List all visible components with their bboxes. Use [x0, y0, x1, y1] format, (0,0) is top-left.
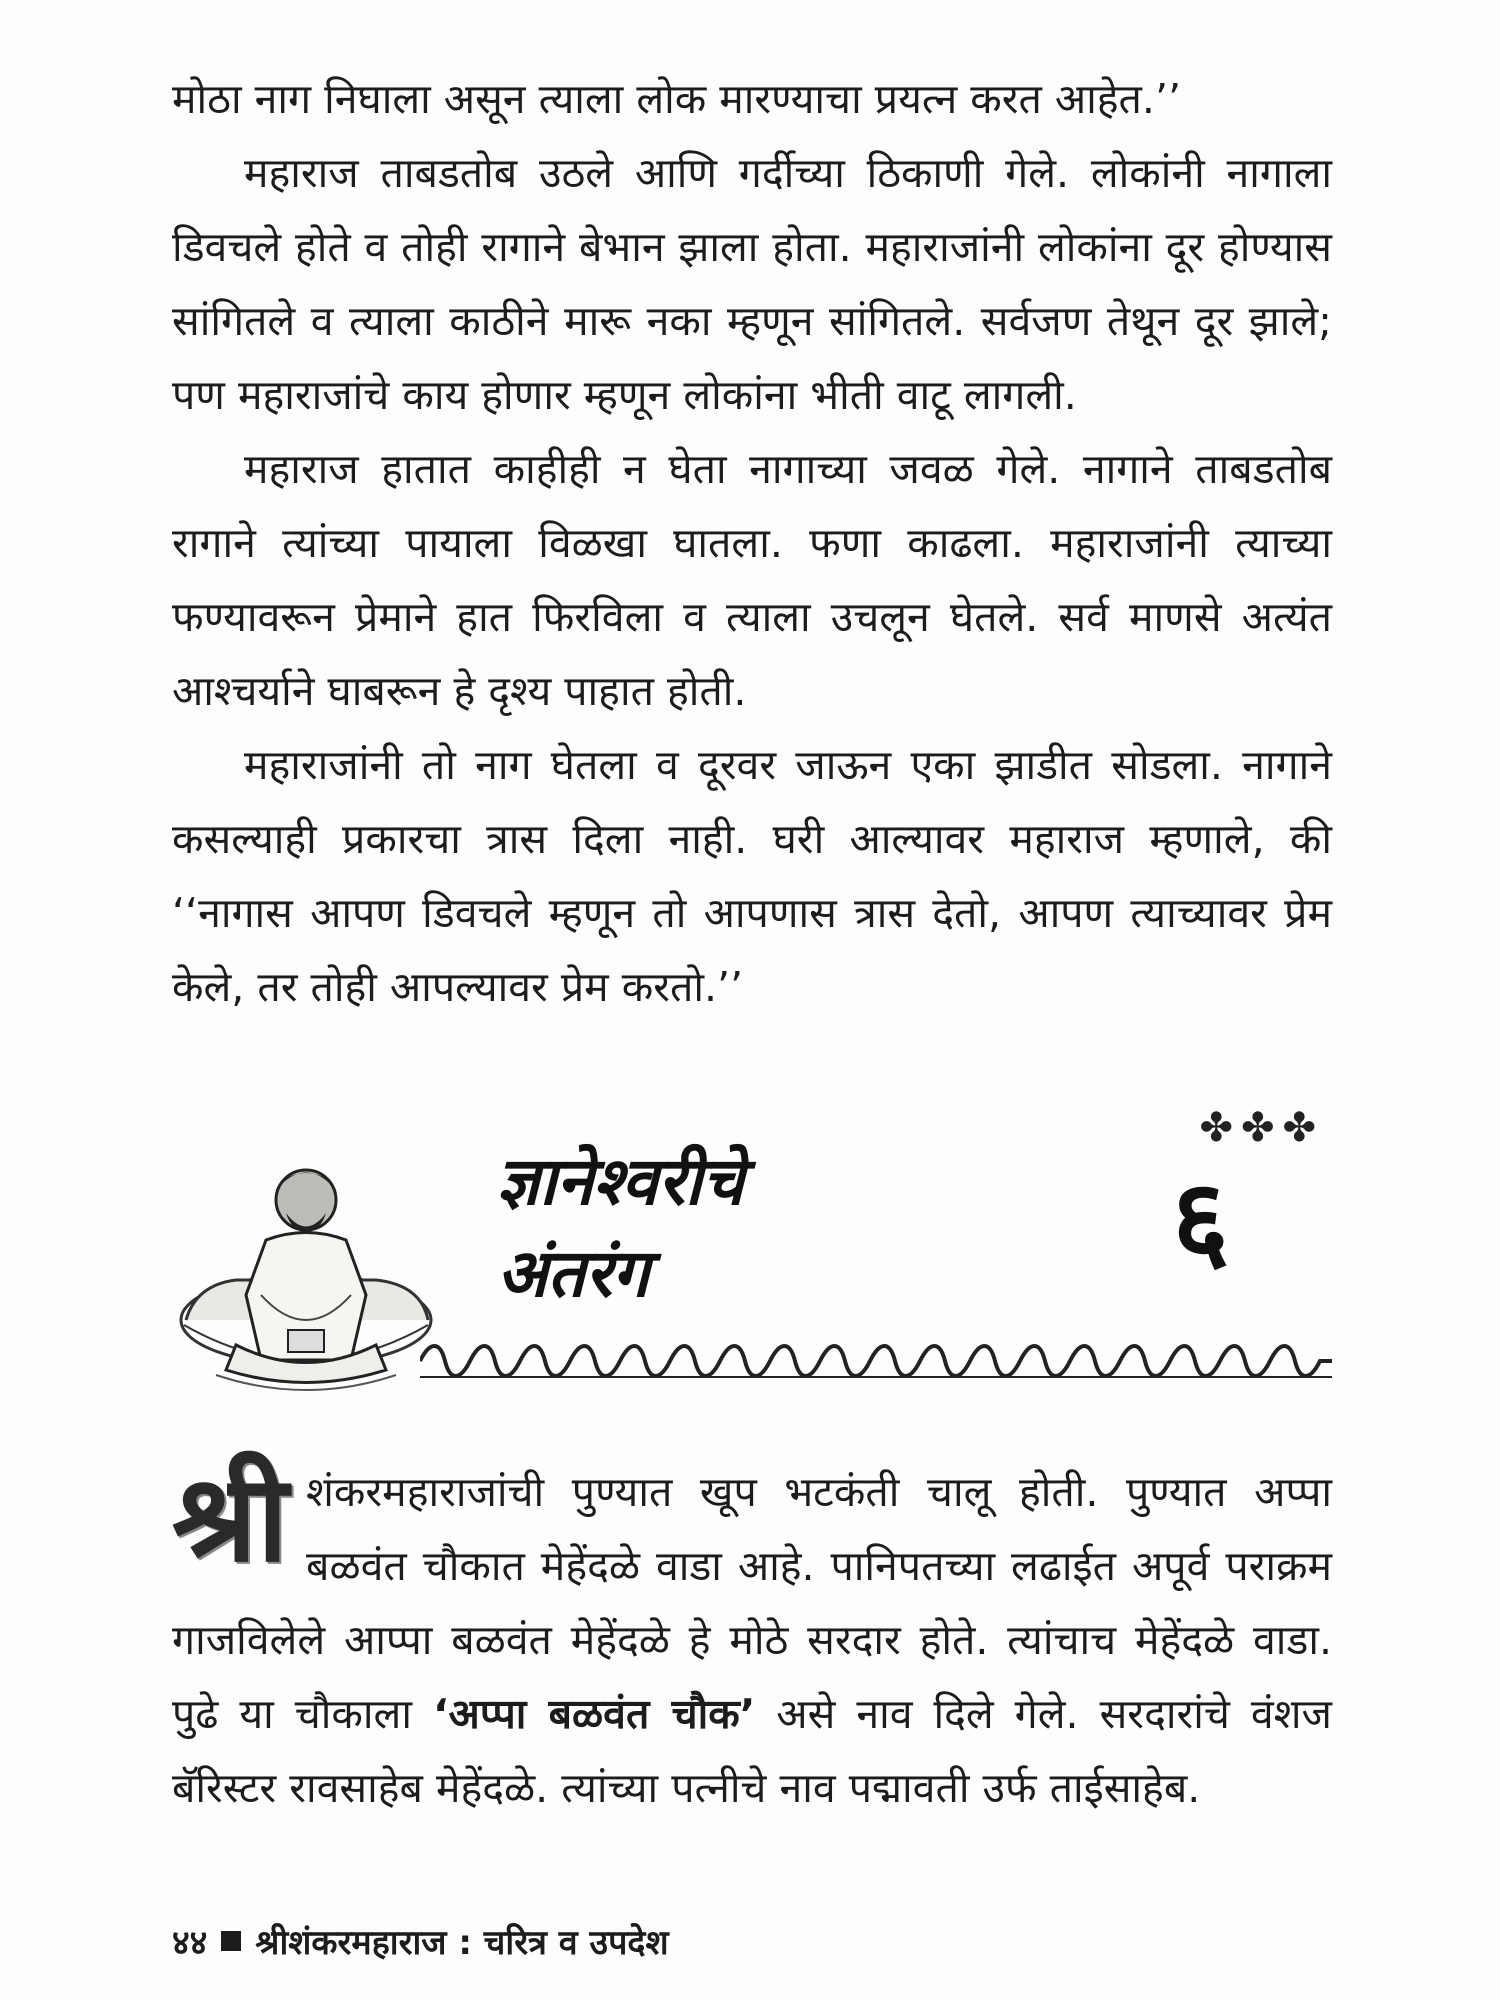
- drop-cap: श्री: [172, 1448, 289, 1589]
- bottom-text-block: [172, 1448, 1332, 1825]
- seated-saint-illustration: [176, 1145, 436, 1395]
- chapter-header: [172, 1105, 1332, 1405]
- paragraph: महाराज ताबडतोब उठले आणि गर्दीच्या ठिकाणी गेले. लोकांनी नागाला डिवचले होते व तोही रागाने बेभान झाला होता. महाराजांनी लोकांना दूर होण्यास सांगितले व त्याला काठीने मारू नका म्हणून सांगितले. सर्वजण तेथून दूर झाले; पण महाराजांचे काय होणार म्हणून लोकांना भीती वाटू लागली.: [172, 149, 1332, 419]
- chapter-title: [497, 1135, 744, 1319]
- book-title: श्रीशंकरमहाराज : चरित्र व उपदेश: [255, 1923, 669, 1963]
- opening-paragraph: [172, 1448, 1332, 1825]
- chapter-number: ६: [1172, 1155, 1230, 1284]
- top-text-block: [172, 62, 1332, 1024]
- chapter-title-line-1: ज्ञानेश्वरीचे: [497, 1142, 744, 1220]
- bold-chowk-name: ‘अप्पा बळवंत चौक’: [432, 1690, 756, 1738]
- page-footer: [172, 1918, 669, 1964]
- square-bullet-icon: [221, 1931, 241, 1951]
- paragraph: महाराजांनी तो नाग घेतला व दूरवर जाऊन एका झाडीत सोडला. नागाने कसल्याही प्रकारचा त्रास दिला नाही. घरी आल्यावर महाराज म्हणाले, की ‘‘नागास आपण डिवचले म्हणून तो आपणास त्रास देतो, आपण त्याच्यावर प्रेम केले, तर तोही आपल्यावर प्रेम करतो.’’: [172, 741, 1332, 1011]
- wave-ornament-border: [420, 1341, 1332, 1381]
- paragraph-text-end: असे नाव दिले गेले. सरदारांचे वंशज बॅरिस्टर रावसाहेब मेहेंदळे. त्यांच्या पत्नीचे नाव पद्मावती उर्फ ताईसाहेब.: [172, 1690, 1332, 1812]
- paragraph-continued: मोठा नाग निघाला असून त्याला लोक मारण्याचा प्रयत्न करत आहेत.’’: [172, 75, 1182, 123]
- opening-paragraph-text: [172, 1448, 1332, 1825]
- page-number: ४४: [172, 1923, 208, 1963]
- paragraph-text: शंकरमहाराजांची पुण्यात खूप भटकंती चालू होती. पुण्यात अप्पा बळवंत चौकात मेहेंदळे वाडा आहे. पानिपतच्या लढाईत अपूर्व पराक्रम गाजविलेले आप्पा बळवंत मेहेंदळे हे मोठे सरदार होते. त्यांचाच मेहेंदळे वाडा. पुढे या चौकाला: [172, 1468, 1332, 1738]
- paragraph: महाराज हातात काहीही न घेता नागाच्या जवळ गेले. नागाने ताबडतोब रागाने त्यांच्या पायाला विळखा घातला. फणा काढला. महाराजांनी त्याच्या फण्यावरून प्रेमाने हात फिरविला व त्याला उचलून घेतले. सर्व माणसे अत्यंत आश्चर्याने घाबरून हे दृश्य पाहात होती.: [172, 445, 1332, 715]
- chapter-title-line-2: अंतरंग: [497, 1234, 650, 1312]
- separator-stars: ✤✤✤: [1199, 1105, 1324, 1151]
